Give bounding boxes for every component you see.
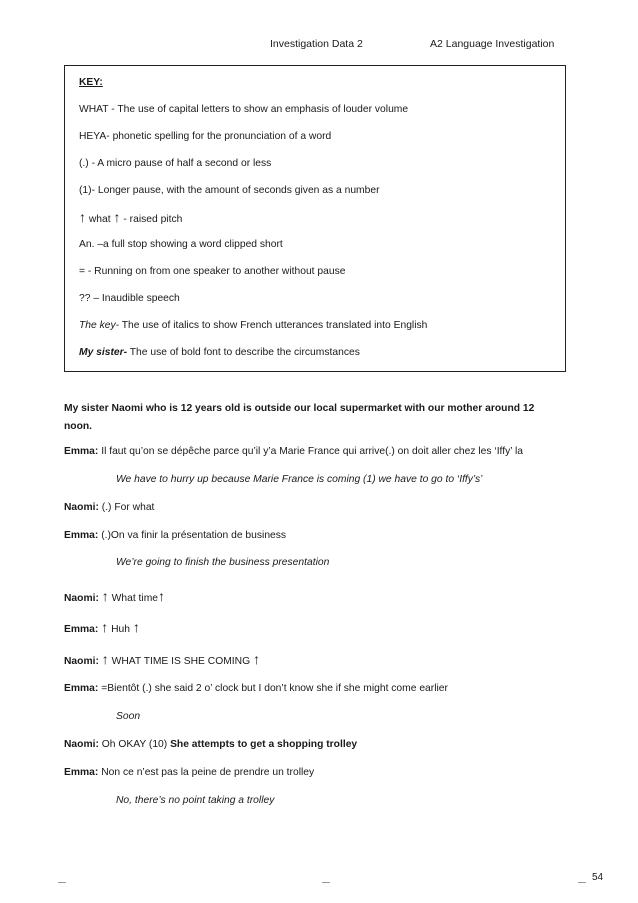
intro-line-1: My sister Naomi who is 12 years old is outside our local supermarket with our mother around 12 [64, 403, 535, 414]
translation: Soon [116, 711, 141, 722]
key-desc: - The use of capital letters to show an emphasis of louder volume [108, 104, 409, 115]
utterance: Oh OKAY (10) [98, 739, 171, 750]
up-arrow-icon: ↑ [252, 651, 260, 667]
speaker-label: Emma: [64, 767, 99, 778]
key-desc: - phonetic spelling for the pronunciation of a word [106, 131, 332, 142]
speaker-label: Emma: [64, 530, 99, 541]
utterance: (.) For what [98, 502, 155, 513]
key-desc: The use of italics to show French utterances translated into English [119, 320, 428, 331]
up-arrow-icon: ↑ [158, 588, 166, 604]
transcript-line [64, 739, 357, 750]
speaker-label: Naomi: [64, 502, 99, 513]
key-box [64, 65, 566, 372]
header-subject: A2 Language Investigation [430, 38, 555, 50]
speaker-label: Naomi: [64, 593, 99, 604]
utterance: =Bientôt (.) she said 2 o’ clock but I don’t know she if she might come earlier [98, 683, 448, 694]
key-desc: - A micro pause of half a second or less [88, 158, 272, 169]
transcript-line [64, 502, 154, 513]
utterance: WHAT TIME IS SHE COMING [111, 656, 251, 667]
translation: We’re going to finish the business presentation [116, 557, 330, 568]
key-item-caps [79, 104, 408, 115]
scan-mark [58, 882, 66, 883]
key-item-clipped [79, 239, 283, 250]
up-arrow-icon: ↑ [113, 209, 121, 225]
key-term: = [79, 266, 86, 277]
key-item-inaudible [79, 293, 180, 304]
translation: We have to hurry up because Marie France is coming (1) we have to go to ‘Iffy’s’ [116, 474, 483, 485]
key-item-pitch [79, 209, 183, 225]
key-title: KEY: [79, 77, 103, 88]
transcript-line [64, 683, 448, 694]
key-term: HEYA [79, 131, 107, 142]
transcript-line [64, 767, 314, 778]
key-item-micro-pause [79, 158, 271, 169]
transcript-line [64, 651, 260, 667]
key-term: The key- [79, 320, 120, 331]
page-number: 54 [592, 872, 604, 883]
up-arrow-icon: ↑ [101, 588, 109, 604]
key-desc: - raised pitch [120, 214, 183, 225]
key-term: ?? [79, 293, 91, 304]
key-term: WHAT [79, 104, 109, 115]
up-arrow-icon: ↑ [79, 209, 86, 225]
up-arrow-icon: ↑ [132, 619, 140, 635]
transcript-line [64, 619, 140, 635]
key-term: (1) [79, 185, 92, 196]
utterance: What time [111, 593, 159, 604]
speaker-label: Emma: [64, 683, 99, 694]
speaker-label: Emma: [64, 446, 99, 457]
utterance: (.)On va finir la présentation de business [98, 530, 287, 541]
transcript-line [64, 446, 523, 457]
key-item-phonetic [79, 131, 331, 142]
speaker-label: Naomi: [64, 739, 99, 750]
scan-mark [322, 882, 330, 883]
key-desc: - Longer pause, with the amount of seconds given as a number [91, 185, 380, 196]
key-desc: - Running on from one speaker to another without pause [85, 266, 346, 277]
key-item-running-on [79, 266, 345, 277]
utterance: Huh [111, 624, 130, 635]
up-arrow-icon: ↑ [101, 651, 109, 667]
scan-mark [578, 882, 586, 883]
transcript-line [64, 588, 166, 604]
key-term: (.) [79, 158, 89, 169]
utterance: Non ce n’est pas la peine de prendre un trolley [98, 767, 315, 778]
key-desc: –a full stop showing a word clipped short [94, 239, 283, 250]
key-term: what [88, 214, 111, 225]
speaker-label: Naomi: [64, 656, 99, 667]
key-item-italics [79, 320, 427, 331]
speaker-label: Emma: [64, 624, 99, 635]
key-desc: The use of bold font to describe the circumstances [127, 347, 360, 358]
utterance: Il faut qu’on se dépêche parce qu’il y’a Marie France qui arrive(.) on doit aller chez les ‘Iffy’ la [98, 446, 524, 457]
transcript-line [64, 530, 286, 541]
circumstance-note: She attempts to get a shopping trolley [170, 739, 358, 750]
key-desc: – Inaudible speech [90, 293, 180, 304]
header-title: Investigation Data 2 [270, 38, 363, 50]
up-arrow-icon: ↑ [101, 619, 109, 635]
key-item-bold [79, 347, 360, 358]
key-term: My sister- [79, 347, 128, 358]
intro-line-2: noon. [64, 421, 93, 432]
key-term: An. [79, 239, 95, 250]
key-item-longer-pause [79, 185, 380, 196]
translation: No, there’s no point taking a trolley [116, 795, 275, 806]
